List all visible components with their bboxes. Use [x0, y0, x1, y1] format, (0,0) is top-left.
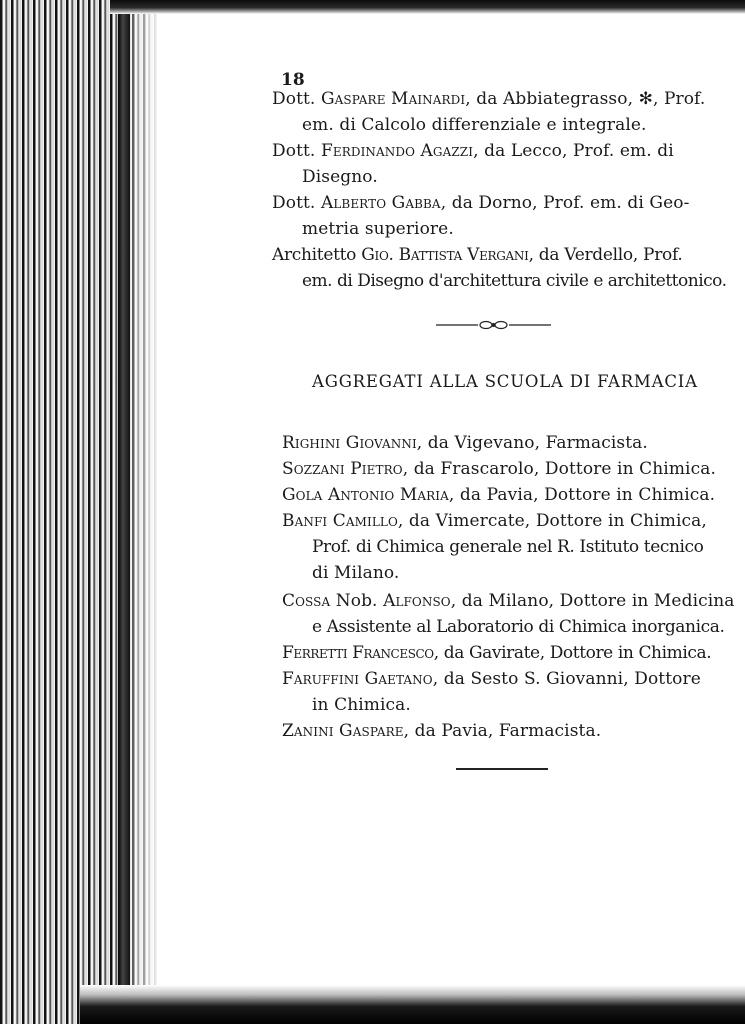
entry-name: Gaspare Mainardi — [320, 89, 466, 109]
entry-continuation: e Assistente al Laboratorio di Chimica inorganica. — [312, 617, 725, 637]
entry-title: Architetto — [272, 245, 357, 265]
entry-name: Righini Giovanni — [282, 433, 417, 453]
entry-continuation: in Chimica. — [312, 695, 411, 715]
page-number: 18 — [281, 70, 305, 90]
entry-text: , da Gavirate, Dottore in Chimica. — [433, 643, 712, 663]
page-edges — [0, 0, 160, 1024]
entry-continuation: em. di Disegno d'architettura civile e architettonico. — [302, 271, 727, 291]
entry-text: , da Abbiategrasso, ✻, Prof. — [465, 89, 706, 109]
top-edge — [110, 0, 745, 14]
entry-text: , da Sesto S. Giovanni, Dottore — [432, 669, 701, 689]
entry-name: Alfonso — [383, 591, 451, 611]
entry-name: Faruffini Gaetano — [282, 669, 433, 689]
entry-text: , da Frascarolo, Dottore in Chimica. — [402, 459, 716, 479]
entry-name: Cossa — [282, 591, 331, 611]
entry-ferretti — [282, 640, 711, 666]
entry-cossa — [282, 588, 735, 640]
book-spine — [118, 0, 130, 1024]
entry-title: Nob. — [330, 591, 384, 611]
entry-gabba — [272, 190, 689, 242]
entry-name: Ferdinando Agazzi — [320, 141, 474, 161]
entry-text: , da Lecco, Prof. em. di — [473, 141, 674, 161]
entry-continuation: Disegno. — [302, 167, 378, 187]
entry-title: Dott. — [272, 141, 316, 161]
entry-name: Banfi Camillo — [282, 511, 398, 531]
entry-title: Dott. — [272, 193, 316, 213]
entry-agazzi — [272, 138, 674, 190]
entry-text: , da Pavia, Dottore in Chimica. — [448, 485, 716, 505]
entry-continuation: di Milano. — [312, 563, 400, 583]
entry-name: Sozzani Pietro — [282, 459, 403, 479]
entry-name: Gola Antonio Maria — [282, 485, 449, 505]
entry-text: , da Dorno, Prof. em. di Geo- — [440, 193, 690, 213]
bottom-edge — [80, 985, 745, 1024]
entry-sozzani — [282, 456, 716, 482]
entry-name: Alberto Gabba — [320, 193, 441, 213]
entry-text: , da Milano, Dottore in Medicina — [450, 591, 735, 611]
entry-banfi — [282, 508, 707, 586]
section-heading: AGGREGATI ALLA SCUOLA DI FARMACIA — [312, 372, 698, 391]
entry-name: Zanini Gaspare — [282, 721, 404, 741]
entry-text: , da Pavia, Farmacista. — [403, 721, 602, 741]
entry-continuation: Prof. di Chimica generale nel R. Istituto tecnico — [312, 537, 704, 557]
entry-name: Ferretti Francesco — [282, 643, 434, 663]
ornament-divider — [436, 318, 551, 332]
entry-text: , da Vigevano, Farmacista. — [416, 433, 648, 453]
entry-continuation: em. di Calcolo differenziale e integrale. — [302, 115, 647, 135]
entry-righini — [282, 430, 648, 456]
entry-continuation: metria superiore. — [302, 219, 454, 239]
closing-rule — [456, 768, 548, 770]
entry-gola — [282, 482, 715, 508]
entry-title: Dott. — [272, 89, 316, 109]
entry-faruffini — [282, 666, 701, 718]
entry-text: , da Vimercate, Dottore in Chimica, — [397, 511, 707, 531]
entry-text: , da Verdello, Prof. — [528, 245, 683, 265]
entry-mainardi — [272, 86, 705, 138]
entry-vergani — [272, 242, 727, 294]
entry-name: Gio. Battista Vergani — [361, 245, 529, 265]
entry-zanini — [282, 718, 601, 744]
